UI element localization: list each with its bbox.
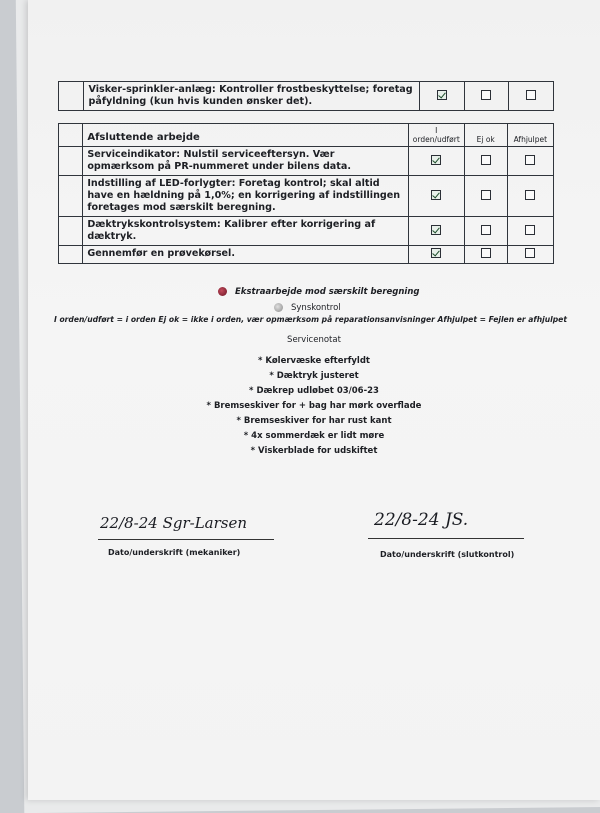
afhjulpet-checkbox[interactable] [525, 225, 535, 235]
section-title: Afsluttende arbejde [83, 124, 408, 147]
ej-ok-checkbox[interactable] [481, 248, 491, 258]
header-ej-ok: Ej ok [464, 124, 507, 147]
afhjulpet-checkbox[interactable] [526, 90, 536, 100]
ej-ok-checkbox[interactable] [481, 190, 491, 200]
i-orden-cell [408, 217, 464, 246]
task-text: Serviceindikator: Nulstil serviceeftersyn. Vær opmærksom på PR-nummeret under bilens data. [83, 147, 408, 176]
i-orden-cell [408, 246, 464, 264]
legend-extra-work [218, 287, 419, 297]
table-row [59, 176, 554, 217]
afhjulpet-cell [509, 82, 554, 111]
row-number-cell [59, 246, 83, 264]
afhjulpet-cell [507, 176, 553, 217]
ej-ok-checkbox[interactable] [481, 155, 491, 165]
i-orden-checkbox[interactable] [431, 155, 441, 165]
header-i-orden: I orden/udført [408, 124, 464, 147]
red-dot-icon [218, 287, 227, 296]
row-number-cell [59, 217, 83, 246]
service-note-item: * Dæktryk justeret [269, 371, 359, 381]
table-row [59, 246, 554, 264]
ej-ok-cell [464, 246, 507, 264]
ej-ok-checkbox[interactable] [481, 90, 491, 100]
legend-extra-work-label: Ekstraarbejde mod særskilt beregning [235, 287, 420, 297]
i-orden-checkbox[interactable] [431, 190, 441, 200]
legend-explanation: I orden/udført = i orden Ej ok = ikke i orden, vær opmærksom på reparationsanvisninger Afhjulpet = Fejlen er afhjulpet [54, 315, 567, 324]
mechanic-signature: 22/8-24 Sgr-Larsen [100, 514, 248, 532]
ej-ok-cell [464, 176, 507, 217]
service-note-item: * Dækrep udløbet 03/06-23 [249, 386, 379, 396]
i-orden-cell [408, 176, 464, 217]
header-afhjulpet: Afhjulpet [507, 124, 553, 147]
i-orden-checkbox[interactable] [431, 248, 441, 258]
task-text: Dæktrykskontrolsystem: Kalibrer efter korrigering af dæktryk. [83, 217, 408, 246]
service-note-item: * 4x sommerdæk er lidt møre [243, 431, 385, 441]
i-orden-cell [408, 147, 464, 176]
service-note [28, 333, 600, 459]
ej-ok-cell [464, 217, 507, 246]
legend-visual-check-label: Synskontrol [291, 303, 341, 313]
top-checklist-table [58, 81, 554, 111]
final-check-signature: 22/8-24 JS. [374, 510, 469, 530]
afhjulpet-checkbox[interactable] [525, 190, 535, 200]
row-number-cell [59, 147, 83, 176]
legend-visual-check [274, 303, 341, 313]
task-text: Indstilling af LED-forlygter: Foretag kontrol; skal altid have en hældning på 1,0%; en korrigering af indstillingen foretages mod særskilt beregning. [83, 176, 408, 217]
afhjulpet-cell [507, 217, 553, 246]
service-note-item: * Bremseskiver for + bag har mørk overflade [206, 401, 422, 411]
final-check-signature-label: Dato/underskrift (slutkontrol) [380, 550, 515, 559]
row-number-cell [59, 176, 83, 217]
document-page [28, 0, 600, 800]
service-note-title: Servicenotat [287, 335, 341, 345]
final-work-table [58, 123, 554, 264]
final-check-signature-line [368, 538, 524, 539]
mechanic-signature-line [98, 539, 274, 540]
i-orden-checkbox[interactable] [437, 90, 447, 100]
i-orden-cell [420, 82, 465, 111]
ej-ok-cell [464, 82, 509, 111]
i-orden-checkbox[interactable] [431, 225, 441, 235]
afhjulpet-checkbox[interactable] [525, 155, 535, 165]
task-text: Visker-sprinkler-anlæg: Kontroller frostbeskyttelse; foretag påfyldning (kun hvis kunden ønsker det). [84, 82, 420, 111]
service-note-item: * Kølervæske efterfyldt [258, 356, 370, 366]
task-text: Gennemfør en prøvekørsel. [83, 246, 408, 264]
table-row [59, 82, 554, 111]
afhjulpet-cell [507, 147, 553, 176]
service-note-item: * Viskerblade for udskiftet [250, 446, 378, 456]
gray-dot-icon [274, 303, 283, 312]
table-header-row [59, 124, 554, 147]
mechanic-signature-label: Dato/underskrift (mekaniker) [108, 548, 241, 557]
service-note-item: * Bremseskiver for har rust kant [236, 416, 392, 426]
table-row [59, 147, 554, 176]
row-number-cell [59, 82, 84, 111]
ej-ok-cell [464, 147, 507, 176]
table-row [59, 217, 554, 246]
afhjulpet-checkbox[interactable] [525, 248, 535, 258]
afhjulpet-cell [507, 246, 553, 264]
ej-ok-checkbox[interactable] [481, 225, 491, 235]
header-number-cell [59, 124, 83, 147]
